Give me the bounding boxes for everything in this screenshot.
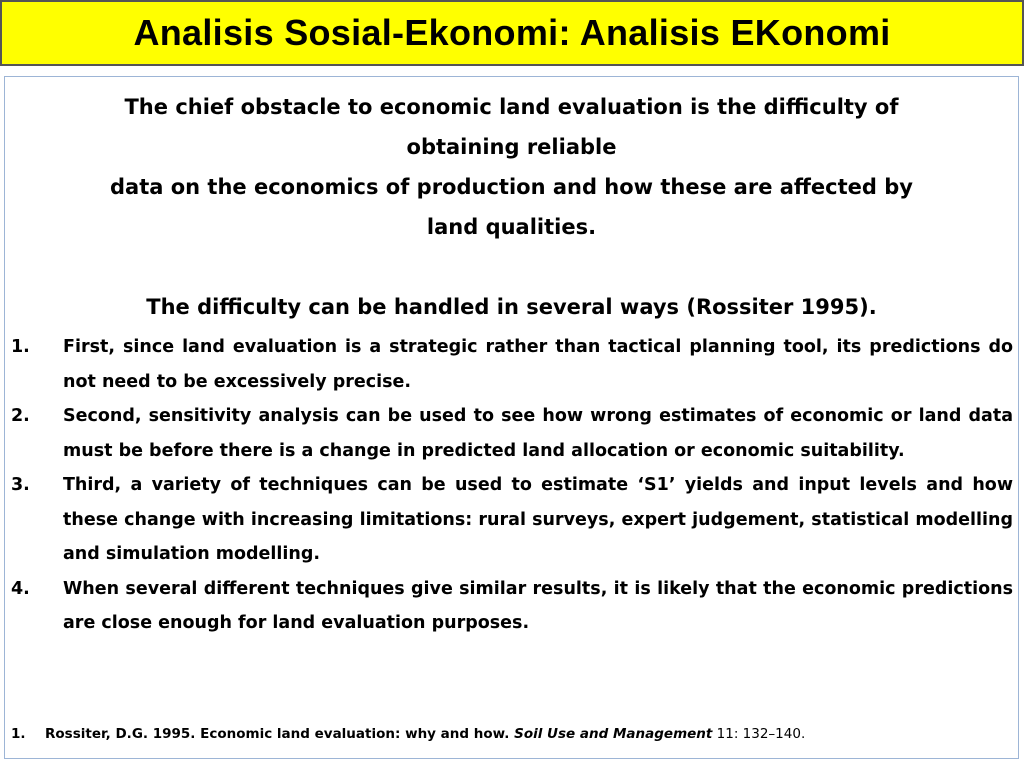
list-item-text: Third, a variety of techniques can be used to estimate ‘S1’ yields and input levels and how these change with increasing limitations: rural surveys, expert judgement, statistical modelling and simulation modelling. bbox=[63, 475, 1013, 564]
list-item-text: Second, sensitivity analysis can be used to see how wrong estimates of economic or land data must be before there is a change in predicted land allocation or economic suitability. bbox=[63, 406, 1013, 461]
title-bar bbox=[0, 0, 1024, 66]
intro-line: land qualities. bbox=[426, 215, 597, 239]
content-box bbox=[4, 76, 1019, 759]
sub-heading: The difficulty can be handled in several ways (Rossiter 1995). bbox=[146, 295, 877, 319]
intro-line: data on the economics of production and how these are affected by bbox=[110, 175, 913, 199]
intro-paragraph bbox=[5, 87, 1018, 247]
list-item bbox=[11, 330, 1013, 399]
list-item bbox=[11, 468, 1013, 572]
list-item-text: When several different techniques give similar results, it is likely that the economic predictions are close enough for land evaluation purposes. bbox=[63, 578, 1013, 633]
slide-title: Analisis Sosial-Ekonomi: Analisis EKonomi bbox=[133, 12, 891, 53]
footnote-text: Rossiter, D.G. 1995. Economic land evaluation: why and how. bbox=[45, 726, 515, 742]
footnote-journal: Soil Use and Management bbox=[514, 726, 713, 742]
footnote-volume: 11: 132–140. bbox=[712, 726, 806, 742]
list-item-number: 4. bbox=[11, 578, 30, 599]
list-item-number: 3. bbox=[11, 475, 30, 495]
list-item-number: 1. bbox=[11, 337, 30, 357]
footnote bbox=[11, 724, 1011, 744]
list-item bbox=[11, 399, 1013, 468]
list-item-text: First, since land evaluation is a strategic rather than tactical planning tool, its predictions do not need to be excessively precise. bbox=[63, 337, 1013, 392]
footnote-number: 1. bbox=[11, 726, 26, 742]
intro-line: obtaining reliable bbox=[406, 135, 617, 159]
intro-line: The chief obstacle to economic land evaluation is the difficulty of bbox=[124, 95, 899, 119]
list-item-number: 2. bbox=[11, 406, 30, 426]
list-item bbox=[11, 572, 1013, 641]
numbered-list bbox=[11, 330, 1013, 641]
